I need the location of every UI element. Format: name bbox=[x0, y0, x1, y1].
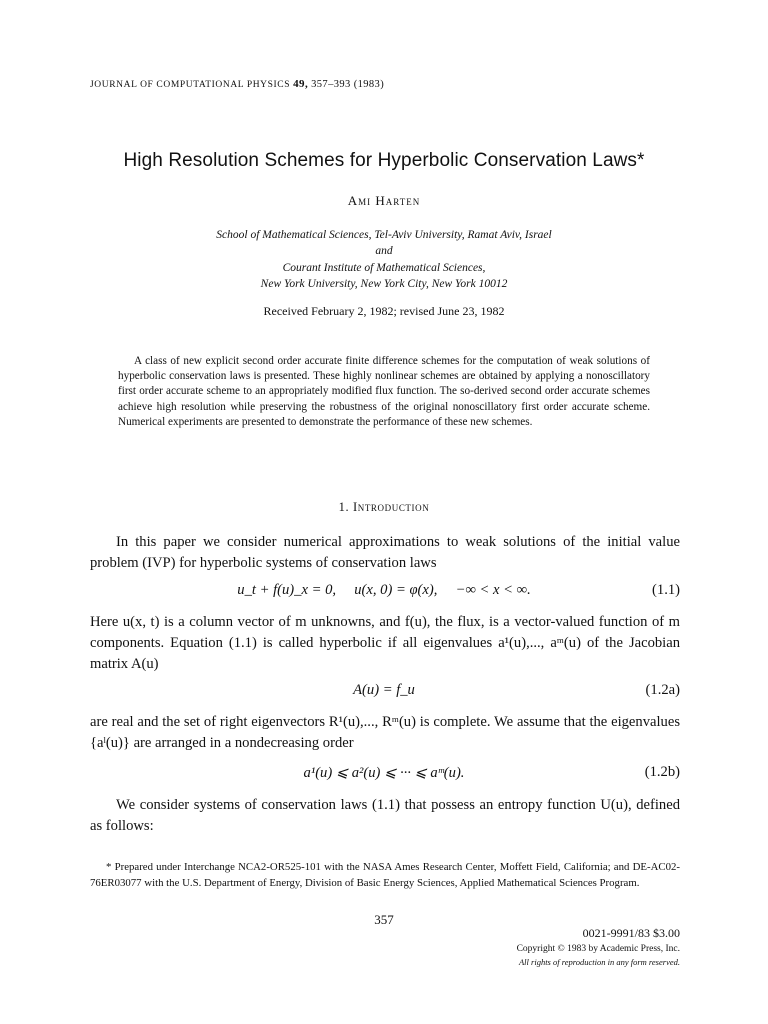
section-heading bbox=[0, 500, 768, 515]
affiliation-line-2: Courant Institute of Mathematical Sciences, bbox=[282, 262, 486, 274]
paragraph-1: In this paper we consider numerical approximations to weak solutions of the initial value problem (IVP) for hyperbolic systems of conservation laws bbox=[90, 534, 680, 571]
paragraph-2: Here u(x, t) is a column vector of m unknowns, and f(u), the flux, is a vector-valued function of m components. Equation (1.1) is called hyperbolic if all eigenvalues a¹(u),..., aᵐ(u) of the Jacobian matrix A(u) bbox=[90, 614, 680, 672]
journal-name: JOURNAL OF COMPUTATIONAL PHYSICS bbox=[90, 80, 291, 90]
affiliation-line-1: School of Mathematical Sciences, Tel-Aviv University, Ramat Aviv, Israel bbox=[216, 229, 552, 241]
equation-1-1: u_t + f(u)_x = 0, u(x, 0) = φ(x), −∞ < x < ∞. bbox=[237, 582, 531, 598]
author-name: Ami Harten bbox=[347, 193, 421, 208]
paragraph-3: are real and the set of right eigenvectors R¹(u),..., Rᵐ(u) is complete. We assume that the eigenvalues {aˡ(u)} are arranged in a nondecreasing order bbox=[90, 714, 680, 751]
equation-number-1-2b: (1.2b) bbox=[644, 764, 680, 780]
equation-number-1-1: (1.1) bbox=[652, 582, 680, 598]
page-number: 357 bbox=[374, 912, 394, 927]
copyright-line: Copyright © 1983 by Academic Press, Inc. bbox=[516, 944, 680, 954]
affiliation-line-3: New York University, New York City, New York 10012 bbox=[260, 278, 508, 290]
rights-line: All rights of reproduction in any form reserved. bbox=[518, 957, 680, 967]
journal-header bbox=[90, 78, 384, 90]
equation-number-1-2a: (1.2a) bbox=[645, 682, 680, 698]
section-title: Introduction bbox=[352, 500, 430, 514]
paragraph-4: We consider systems of conservation laws (1.1) that possess an entropy function U(u), defined as follows: bbox=[90, 797, 680, 834]
paper-title: High Resolution Schemes for Hyperbolic Conservation Laws* bbox=[123, 150, 645, 171]
journal-volume: 49, bbox=[293, 78, 309, 90]
footnote: * Prepared under Interchange NCA2-OR525-101 with the NASA Ames Research Center, Moffett Field, California; and DE-AC02-76ER03077 with the U.S. Department of Energy, Division of Basic Energy Sciences, Applied Mathematical Sciences Program. bbox=[90, 861, 680, 889]
article-code: 0021-9991/83 $3.00 bbox=[582, 926, 680, 940]
equation-1-2b: a¹(u) ⩽ a²(u) ⩽ ··· ⩽ aᵐ(u). bbox=[303, 765, 465, 781]
affiliation-and: and bbox=[375, 245, 393, 257]
received-dates: Received February 2, 1982; revised June 23, 1982 bbox=[263, 304, 505, 318]
section-number: 1. bbox=[338, 500, 350, 514]
abstract: A class of new explicit second order accurate finite difference schemes for the computation of weak solutions of hyperbolic conservation laws is presented. These highly nonlinear schemes are obtained by applying a nonoscillatory first order accurate scheme to an appropriately modified flux function. The so-derived second order accurate schemes achieve high resolution while preserving the robustness of the original nonoscillatory first order accurate scheme. Numerical experiments are presented to demonstrate the performance of these new schemes. bbox=[118, 355, 650, 428]
journal-pages-year: 357–393 (1983) bbox=[311, 79, 385, 90]
equation-1-2a: A(u) = f_u bbox=[353, 682, 415, 698]
